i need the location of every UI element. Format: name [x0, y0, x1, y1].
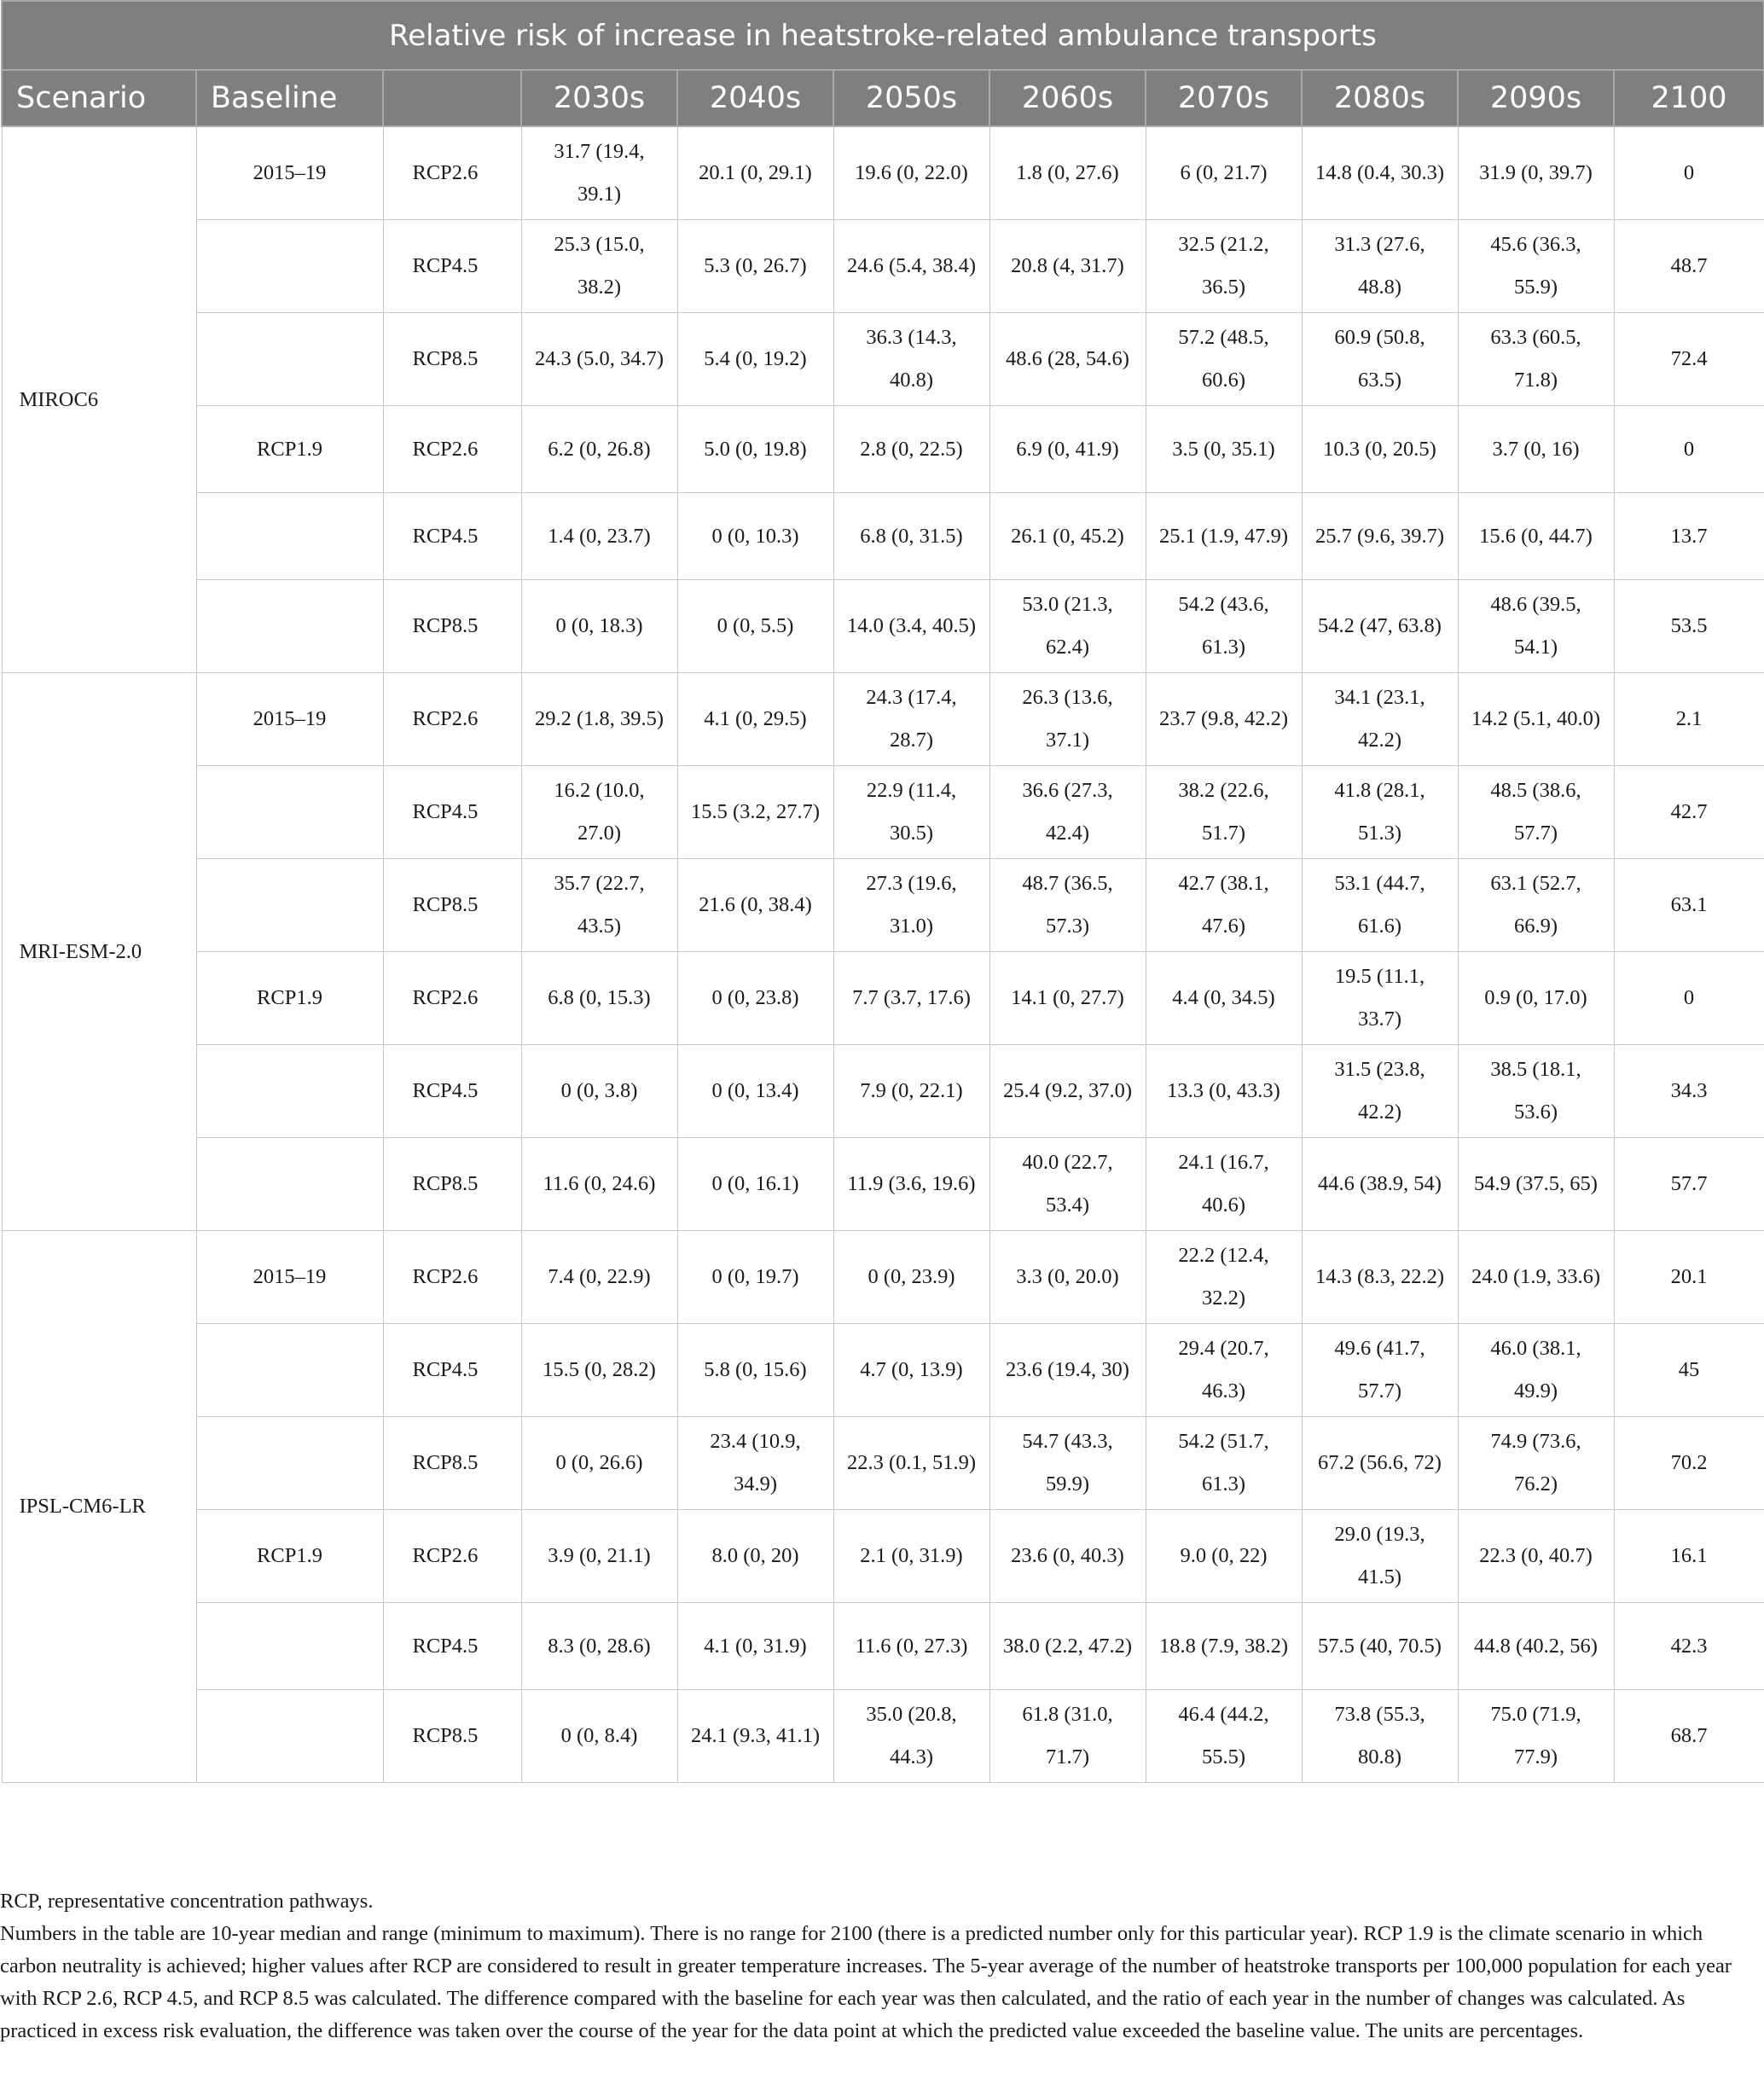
baseline-cell [196, 766, 383, 859]
value-cell: 72.4 [1614, 313, 1764, 406]
rcp-cell: RCP4.5 [383, 766, 521, 859]
value-cell: 3.9 (0, 21.1) [521, 1510, 677, 1603]
value-cell: 54.2 (43.6, 61.3) [1146, 580, 1302, 673]
value-cell: 29.0 (19.3, 41.5) [1302, 1510, 1458, 1603]
risk-table [1, 0, 1764, 1783]
rcp-cell: RCP2.6 [383, 406, 521, 493]
value-cell: 5.4 (0, 19.2) [677, 313, 833, 406]
value-cell: 20.1 (0, 29.1) [677, 126, 833, 220]
rcp-cell: RCP8.5 [383, 1138, 521, 1231]
baseline-cell: 2015–19 [196, 126, 383, 220]
value-cell: 34.1 (23.1, 42.2) [1302, 673, 1458, 766]
value-cell: 73.8 (55.3, 80.8) [1302, 1690, 1458, 1783]
value-cell: 53.1 (44.7, 61.6) [1302, 859, 1458, 952]
value-cell: 57.7 [1614, 1138, 1764, 1231]
baseline-cell: RCP1.9 [196, 1510, 383, 1603]
table-row [2, 1231, 1764, 1324]
value-cell: 61.8 (31.0, 71.7) [989, 1690, 1146, 1783]
rcp-cell: RCP4.5 [383, 220, 521, 313]
value-cell: 3.5 (0, 35.1) [1146, 406, 1302, 493]
value-cell: 42.7 [1614, 766, 1764, 859]
value-cell: 0.9 (0, 17.0) [1458, 952, 1614, 1045]
value-cell: 41.8 (28.1, 51.3) [1302, 766, 1458, 859]
value-cell: 54.7 (43.3, 59.9) [989, 1417, 1146, 1510]
value-cell: 21.6 (0, 38.4) [677, 859, 833, 952]
rcp-cell: RCP2.6 [383, 1510, 521, 1603]
value-cell: 9.0 (0, 22) [1146, 1510, 1302, 1603]
value-cell: 36.3 (14.3, 40.8) [833, 313, 989, 406]
value-cell: 11.6 (0, 27.3) [833, 1603, 989, 1690]
value-cell: 0 [1614, 952, 1764, 1045]
value-cell: 36.6 (27.3, 42.4) [989, 766, 1146, 859]
value-cell: 6.8 (0, 31.5) [833, 493, 989, 580]
value-cell: 44.8 (40.2, 56) [1458, 1603, 1614, 1690]
value-cell: 48.7 [1614, 220, 1764, 313]
column-header: 2100 [1614, 70, 1764, 126]
value-cell: 24.1 (16.7, 40.6) [1146, 1138, 1302, 1231]
value-cell: 57.2 (48.5, 60.6) [1146, 313, 1302, 406]
rcp-cell: RCP2.6 [383, 673, 521, 766]
table-row [2, 406, 1764, 493]
value-cell: 7.7 (3.7, 17.6) [833, 952, 989, 1045]
value-cell: 0 [1614, 126, 1764, 220]
value-cell: 25.1 (1.9, 47.9) [1146, 493, 1302, 580]
table-row [2, 1690, 1764, 1783]
value-cell: 2.1 [1614, 673, 1764, 766]
rcp-cell: RCP8.5 [383, 580, 521, 673]
value-cell: 3.7 (0, 16) [1458, 406, 1614, 493]
value-cell: 15.6 (0, 44.7) [1458, 493, 1614, 580]
value-cell: 48.7 (36.5, 57.3) [989, 859, 1146, 952]
value-cell: 27.3 (19.6, 31.0) [833, 859, 989, 952]
value-cell: 14.8 (0.4, 30.3) [1302, 126, 1458, 220]
value-cell: 0 (0, 23.9) [833, 1231, 989, 1324]
value-cell: 15.5 (0, 28.2) [521, 1324, 677, 1417]
value-cell: 11.6 (0, 24.6) [521, 1138, 677, 1231]
value-cell: 24.0 (1.9, 33.6) [1458, 1231, 1614, 1324]
value-cell: 68.7 [1614, 1690, 1764, 1783]
value-cell: 53.5 [1614, 580, 1764, 673]
value-cell: 48.6 (39.5, 54.1) [1458, 580, 1614, 673]
value-cell: 7.9 (0, 22.1) [833, 1045, 989, 1138]
column-header: Scenario [2, 70, 196, 126]
value-cell: 49.6 (41.7, 57.7) [1302, 1324, 1458, 1417]
value-cell: 3.3 (0, 20.0) [989, 1231, 1146, 1324]
value-cell: 5.0 (0, 19.8) [677, 406, 833, 493]
baseline-cell [196, 1417, 383, 1510]
footnotes [0, 1885, 1740, 2047]
value-cell: 67.2 (56.6, 72) [1302, 1417, 1458, 1510]
value-cell: 0 [1614, 406, 1764, 493]
table-row [2, 952, 1764, 1045]
value-cell: 4.4 (0, 34.5) [1146, 952, 1302, 1045]
value-cell: 0 (0, 16.1) [677, 1138, 833, 1231]
value-cell: 23.6 (19.4, 30) [989, 1324, 1146, 1417]
value-cell: 26.3 (13.6, 37.1) [989, 673, 1146, 766]
value-cell: 48.5 (38.6, 57.7) [1458, 766, 1614, 859]
baseline-cell: RCP1.9 [196, 406, 383, 493]
value-cell: 16.2 (10.0, 27.0) [521, 766, 677, 859]
column-header: 2030s [521, 70, 677, 126]
value-cell: 4.1 (0, 29.5) [677, 673, 833, 766]
value-cell: 0 (0, 3.8) [521, 1045, 677, 1138]
value-cell: 54.2 (51.7, 61.3) [1146, 1417, 1302, 1510]
table-title: Relative risk of increase in heatstroke-related ambulance transports [2, 1, 1764, 70]
rcp-cell: RCP8.5 [383, 313, 521, 406]
value-cell: 46.4 (44.2, 55.5) [1146, 1690, 1302, 1783]
value-cell: 0 (0, 18.3) [521, 580, 677, 673]
value-cell: 35.7 (22.7, 43.5) [521, 859, 677, 952]
value-cell: 26.1 (0, 45.2) [989, 493, 1146, 580]
table-row [2, 1324, 1764, 1417]
value-cell: 31.7 (19.4, 39.1) [521, 126, 677, 220]
value-cell: 63.1 [1614, 859, 1764, 952]
rcp-cell: RCP2.6 [383, 126, 521, 220]
column-header: 2060s [989, 70, 1146, 126]
value-cell: 25.3 (15.0, 38.2) [521, 220, 677, 313]
table-row [2, 220, 1764, 313]
value-cell: 7.4 (0, 22.9) [521, 1231, 677, 1324]
value-cell: 38.2 (22.6, 51.7) [1146, 766, 1302, 859]
baseline-cell [196, 1045, 383, 1138]
baseline-cell [196, 1138, 383, 1231]
value-cell: 15.5 (3.2, 27.7) [677, 766, 833, 859]
value-cell: 20.1 [1614, 1231, 1764, 1324]
value-cell: 14.2 (5.1, 40.0) [1458, 673, 1614, 766]
baseline-cell [196, 1603, 383, 1690]
rcp-cell: RCP4.5 [383, 493, 521, 580]
footnote-description: Numbers in the table are 10-year median and range (minimum to maximum). There is no range for 2100 (there is a predicted number only for this particular year). RCP 1.9 is the climate scenario in which carbon neutrality is achieved; higher values after RCP are considered to result in greater temperature increases. The 5-year average of the number of heatstroke transports per 100,000 population for each year with RCP 2.6, RCP 4.5, and RCP 8.5 was calculated. The difference compared with the baseline for each year was then calculated, and the ratio of each year in the number of changes was calculated. As practiced in excess risk evaluation, the difference was taken over the course of the year for the data point at which the predicted value exceeded the baseline value. The units are percentages. [0, 1922, 1732, 2042]
rcp-cell: RCP8.5 [383, 859, 521, 952]
value-cell: 19.5 (11.1, 33.7) [1302, 952, 1458, 1045]
value-cell: 0 (0, 13.4) [677, 1045, 833, 1138]
value-cell: 0 (0, 23.8) [677, 952, 833, 1045]
value-cell: 10.3 (0, 20.5) [1302, 406, 1458, 493]
value-cell: 13.3 (0, 43.3) [1146, 1045, 1302, 1138]
column-header: 2070s [1146, 70, 1302, 126]
column-header: 2050s [833, 70, 989, 126]
value-cell: 0 (0, 26.6) [521, 1417, 677, 1510]
rcp-cell: RCP4.5 [383, 1603, 521, 1690]
value-cell: 14.0 (3.4, 40.5) [833, 580, 989, 673]
column-header: 2090s [1458, 70, 1614, 126]
value-cell: 5.8 (0, 15.6) [677, 1324, 833, 1417]
value-cell: 45.6 (36.3, 55.9) [1458, 220, 1614, 313]
value-cell: 34.3 [1614, 1045, 1764, 1138]
value-cell: 31.9 (0, 39.7) [1458, 126, 1614, 220]
value-cell: 11.9 (3.6, 19.6) [833, 1138, 989, 1231]
rcp-cell: RCP2.6 [383, 952, 521, 1045]
table-row [2, 1510, 1764, 1603]
value-cell: 24.1 (9.3, 41.1) [677, 1690, 833, 1783]
value-cell: 44.6 (38.9, 54) [1302, 1138, 1458, 1231]
value-cell: 24.6 (5.4, 38.4) [833, 220, 989, 313]
table-row [2, 1417, 1764, 1510]
table-row [2, 313, 1764, 406]
value-cell: 5.3 (0, 26.7) [677, 220, 833, 313]
baseline-cell [196, 859, 383, 952]
value-cell: 22.9 (11.4, 30.5) [833, 766, 989, 859]
rcp-cell: RCP4.5 [383, 1324, 521, 1417]
value-cell: 54.2 (47, 63.8) [1302, 580, 1458, 673]
rcp-cell: RCP8.5 [383, 1690, 521, 1783]
value-cell: 25.7 (9.6, 39.7) [1302, 493, 1458, 580]
value-cell: 2.1 (0, 31.9) [833, 1510, 989, 1603]
value-cell: 6 (0, 21.7) [1146, 126, 1302, 220]
value-cell: 53.0 (21.3, 62.4) [989, 580, 1146, 673]
column-header [383, 70, 521, 126]
value-cell: 22.2 (12.4, 32.2) [1146, 1231, 1302, 1324]
model-name-cell: MRI-ESM-2.0 [2, 673, 196, 1231]
value-cell: 24.3 (17.4, 28.7) [833, 673, 989, 766]
value-cell: 48.6 (28, 54.6) [989, 313, 1146, 406]
value-cell: 8.3 (0, 28.6) [521, 1603, 677, 1690]
value-cell: 4.1 (0, 31.9) [677, 1603, 833, 1690]
value-cell: 4.7 (0, 13.9) [833, 1324, 989, 1417]
value-cell: 25.4 (9.2, 37.0) [989, 1045, 1146, 1138]
baseline-cell [196, 1324, 383, 1417]
table-row [2, 1138, 1764, 1231]
value-cell: 74.9 (73.6, 76.2) [1458, 1417, 1614, 1510]
baseline-cell [196, 1690, 383, 1783]
table-row [2, 493, 1764, 580]
table-row [2, 126, 1764, 220]
baseline-cell [196, 493, 383, 580]
table-row [2, 766, 1764, 859]
value-cell: 46.0 (38.1, 49.9) [1458, 1324, 1614, 1417]
value-cell: 29.4 (20.7, 46.3) [1146, 1324, 1302, 1417]
rcp-cell: RCP8.5 [383, 1417, 521, 1510]
value-cell: 16.1 [1614, 1510, 1764, 1603]
baseline-cell: 2015–19 [196, 1231, 383, 1324]
table-row [2, 673, 1764, 766]
table-row [2, 1045, 1764, 1138]
rcp-cell: RCP4.5 [383, 1045, 521, 1138]
value-cell: 23.4 (10.9, 34.9) [677, 1417, 833, 1510]
footnote-abbreviation: RCP, representative concentration pathways. [0, 1890, 374, 1913]
value-cell: 13.7 [1614, 493, 1764, 580]
value-cell: 0 (0, 5.5) [677, 580, 833, 673]
value-cell: 45 [1614, 1324, 1764, 1417]
model-name-cell: IPSL-CM6-LR [2, 1231, 196, 1783]
value-cell: 8.0 (0, 20) [677, 1510, 833, 1603]
value-cell: 57.5 (40, 70.5) [1302, 1603, 1458, 1690]
value-cell: 35.0 (20.8, 44.3) [833, 1690, 989, 1783]
value-cell: 1.4 (0, 23.7) [521, 493, 677, 580]
value-cell: 19.6 (0, 22.0) [833, 126, 989, 220]
value-cell: 31.5 (23.8, 42.2) [1302, 1045, 1458, 1138]
value-cell: 38.5 (18.1, 53.6) [1458, 1045, 1614, 1138]
value-cell: 32.5 (21.2, 36.5) [1146, 220, 1302, 313]
baseline-cell [196, 580, 383, 673]
value-cell: 23.7 (9.8, 42.2) [1146, 673, 1302, 766]
baseline-cell [196, 313, 383, 406]
value-cell: 14.1 (0, 27.7) [989, 952, 1146, 1045]
value-cell: 6.2 (0, 26.8) [521, 406, 677, 493]
table-row [2, 859, 1764, 952]
value-cell: 31.3 (27.6, 48.8) [1302, 220, 1458, 313]
value-cell: 6.8 (0, 15.3) [521, 952, 677, 1045]
column-header: 2080s [1302, 70, 1458, 126]
value-cell: 6.9 (0, 41.9) [989, 406, 1146, 493]
table-row [2, 1603, 1764, 1690]
value-cell: 54.9 (37.5, 65) [1458, 1138, 1614, 1231]
table-row [2, 580, 1764, 673]
value-cell: 2.8 (0, 22.5) [833, 406, 989, 493]
value-cell: 14.3 (8.3, 22.2) [1302, 1231, 1458, 1324]
value-cell: 70.2 [1614, 1417, 1764, 1510]
value-cell: 0 (0, 8.4) [521, 1690, 677, 1783]
value-cell: 75.0 (71.9, 77.9) [1458, 1690, 1614, 1783]
column-header: 2040s [677, 70, 833, 126]
value-cell: 63.3 (60.5, 71.8) [1458, 313, 1614, 406]
value-cell: 38.0 (2.2, 47.2) [989, 1603, 1146, 1690]
column-header: Baseline [196, 70, 383, 126]
value-cell: 40.0 (22.7, 53.4) [989, 1138, 1146, 1231]
baseline-cell [196, 220, 383, 313]
value-cell: 29.2 (1.8, 39.5) [521, 673, 677, 766]
value-cell: 63.1 (52.7, 66.9) [1458, 859, 1614, 952]
baseline-cell: 2015–19 [196, 673, 383, 766]
value-cell: 0 (0, 10.3) [677, 493, 833, 580]
value-cell: 0 (0, 19.7) [677, 1231, 833, 1324]
value-cell: 22.3 (0, 40.7) [1458, 1510, 1614, 1603]
value-cell: 23.6 (0, 40.3) [989, 1510, 1146, 1603]
baseline-cell: RCP1.9 [196, 952, 383, 1045]
value-cell: 24.3 (5.0, 34.7) [521, 313, 677, 406]
value-cell: 42.3 [1614, 1603, 1764, 1690]
value-cell: 18.8 (7.9, 38.2) [1146, 1603, 1302, 1690]
value-cell: 1.8 (0, 27.6) [989, 126, 1146, 220]
rcp-cell: RCP2.6 [383, 1231, 521, 1324]
value-cell: 60.9 (50.8, 63.5) [1302, 313, 1458, 406]
value-cell: 20.8 (4, 31.7) [989, 220, 1146, 313]
model-name-cell: MIROC6 [2, 126, 196, 673]
value-cell: 22.3 (0.1, 51.9) [833, 1417, 989, 1510]
value-cell: 42.7 (38.1, 47.6) [1146, 859, 1302, 952]
